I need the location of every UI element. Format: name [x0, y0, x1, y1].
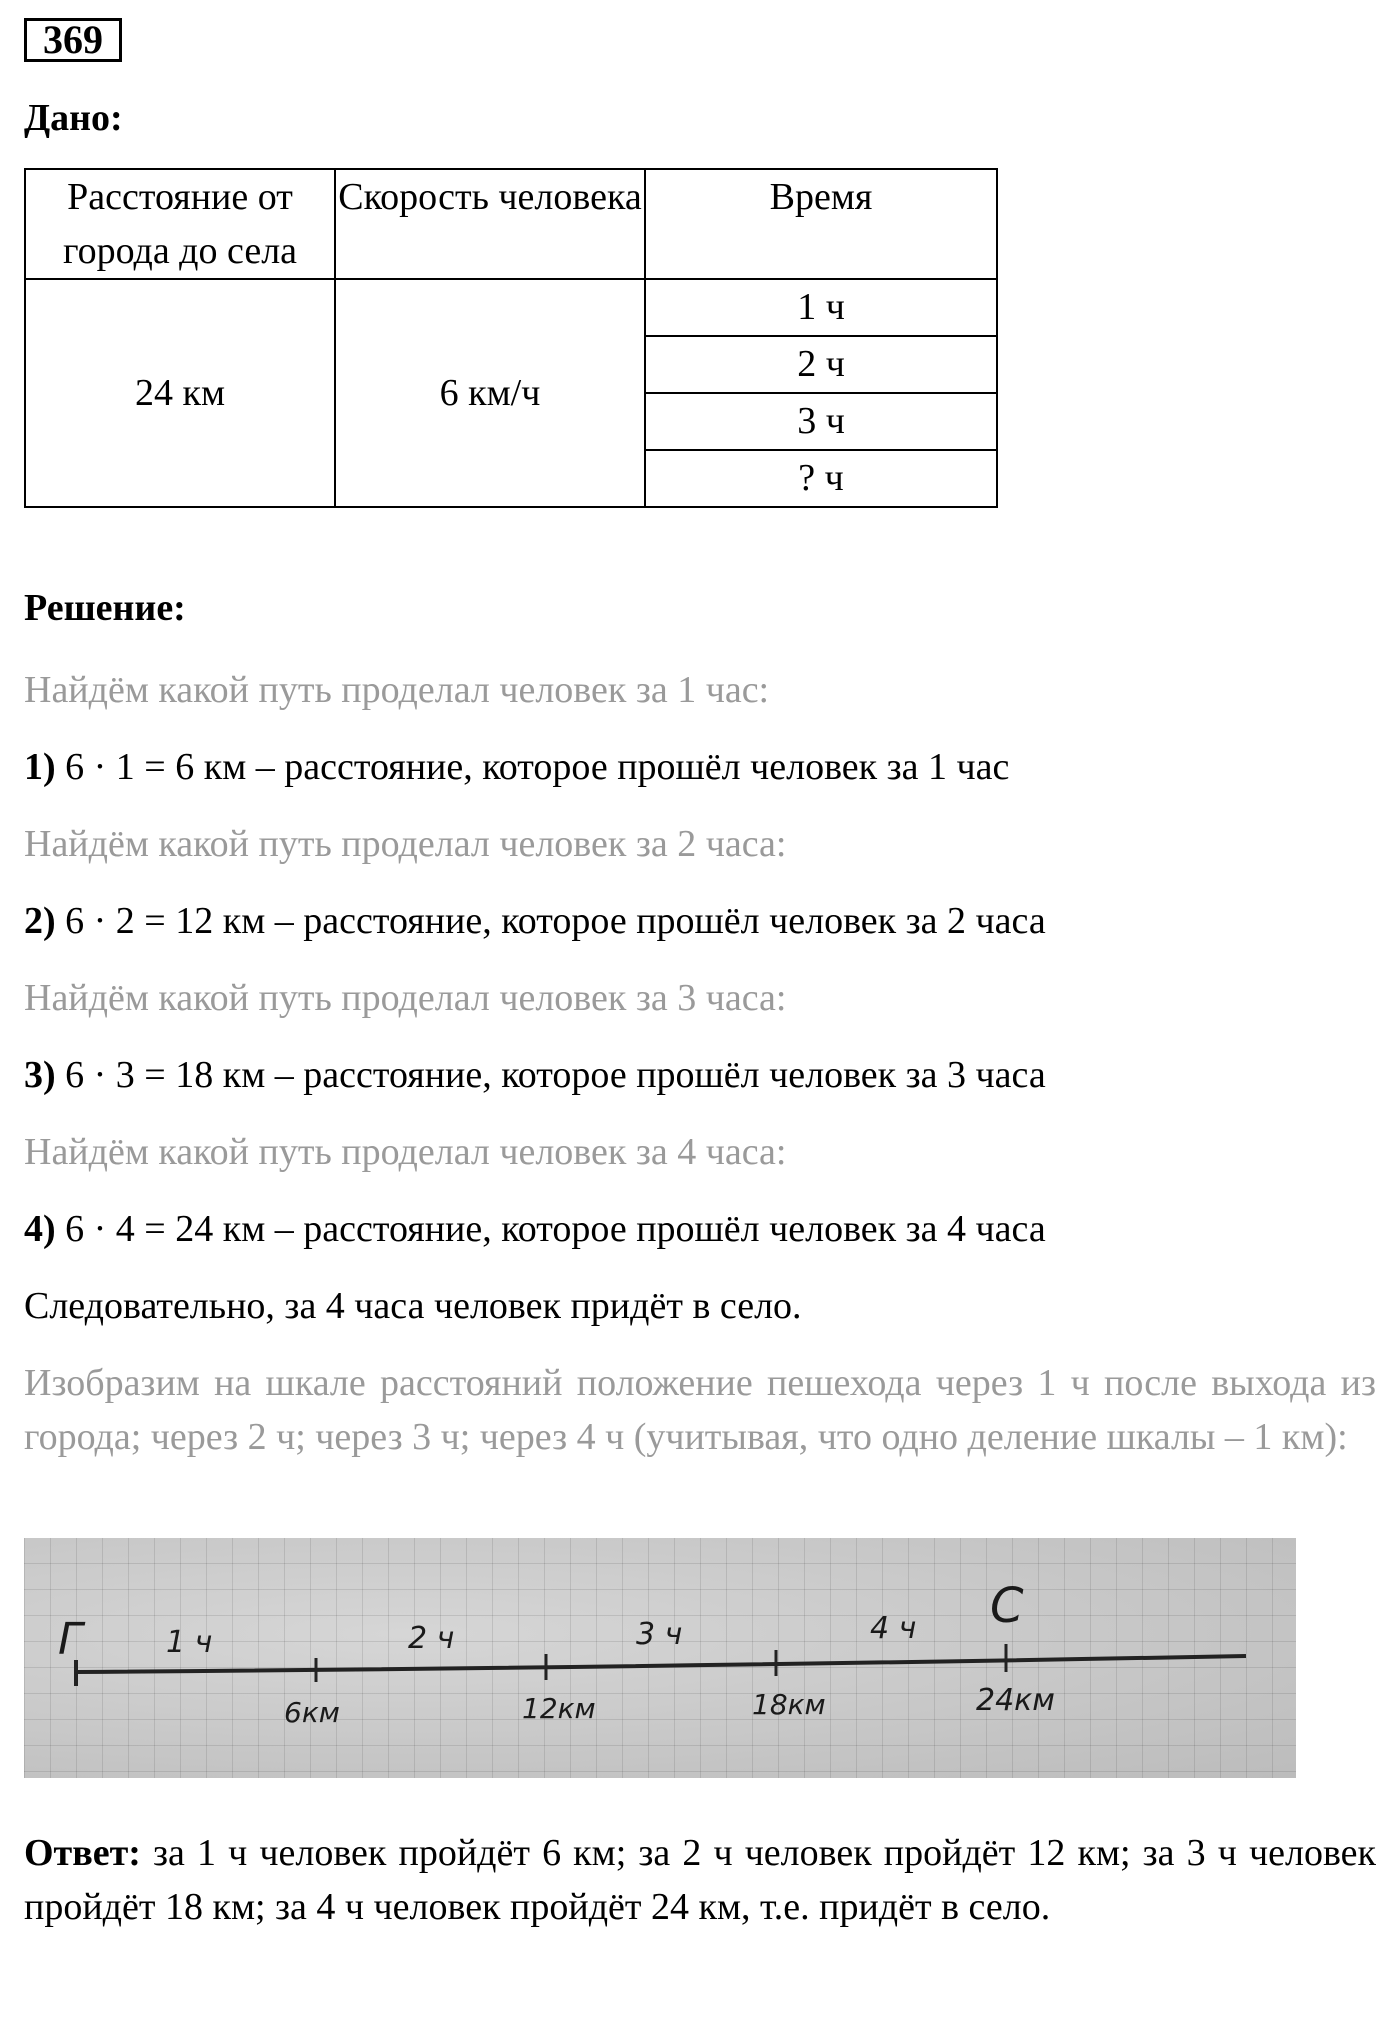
scale-line — [76, 1656, 1246, 1672]
solution-heading: Решение: — [24, 587, 186, 629]
km-label: 24км — [976, 1683, 1055, 1718]
time-cell: 3 ч — [645, 393, 997, 450]
step-line — [24, 1049, 1376, 1101]
scale-photo — [24, 1538, 1296, 1778]
hour-label: 2 ч — [408, 1621, 455, 1656]
time-cell: 2 ч — [645, 336, 997, 393]
hour-label: 1 ч — [166, 1625, 213, 1660]
answer-label: Ответ: — [24, 1832, 141, 1874]
col-header-distance: Расстояние от города до села — [25, 169, 335, 279]
col-header-time: Время — [645, 169, 997, 279]
step-line — [24, 895, 1376, 947]
given-table — [24, 168, 998, 508]
step-text: 6 · 2 = 12 км – расстояние, которое прошёл человек за 2 часа — [55, 900, 1046, 942]
step-hint: Найдём какой путь проделал человек за 4 часа: — [24, 1131, 787, 1173]
step-hint: Найдём какой путь проделал человек за 2 часа: — [24, 823, 787, 865]
step-text: 6 · 1 = 6 км – расстояние, которое прошёл человек за 1 час — [55, 746, 1010, 788]
hour-label: 3 ч — [636, 1617, 683, 1652]
km-label: 6км — [284, 1696, 340, 1729]
hour-label: 4 ч — [870, 1611, 917, 1646]
answer — [24, 1826, 1376, 1934]
km-label: 18км — [752, 1688, 826, 1721]
col-header-speed: Скорость человека — [335, 169, 645, 279]
scale-drawing — [24, 1538, 1296, 1778]
step-number: 3) — [24, 1054, 56, 1096]
conclusion: Следовательно, за 4 часа человек придёт в село. — [24, 1285, 802, 1327]
step-text: 6 · 3 = 18 км – расстояние, которое прошёл человек за 3 часа — [55, 1054, 1046, 1096]
step-number: 2) — [24, 900, 56, 942]
time-cell: 1 ч — [645, 279, 997, 336]
step-text: 6 · 4 = 24 км – расстояние, которое прошёл человек за 4 часа — [55, 1208, 1046, 1250]
end-label: С — [990, 1578, 1024, 1634]
step-number: 1) — [24, 746, 56, 788]
step-number: 4) — [24, 1208, 56, 1250]
scale-hint: Изобразим на шкале расстояний положение пешехода через 1 ч после выхода из города; через 2 ч; через 3 ч; через 4 ч (учитывая, что одно деление шкалы – 1 км): — [24, 1362, 1376, 1458]
step-hint: Найдём какой путь проделал человек за 3 часа: — [24, 977, 787, 1019]
speed-cell: 6 км/ч — [335, 279, 645, 507]
start-label: Г — [58, 1614, 83, 1665]
given-heading: Дано: — [24, 97, 123, 139]
km-label: 12км — [522, 1692, 596, 1725]
time-cell: ? ч — [645, 450, 997, 507]
step-hint: Найдём какой путь проделал человек за 1 час: — [24, 669, 770, 711]
distance-cell: 24 км — [25, 279, 335, 507]
problem-number: 369 — [24, 18, 122, 62]
step-line — [24, 741, 1376, 793]
step-line — [24, 1203, 1376, 1255]
answer-text: за 1 ч человек пройдёт 6 км; за 2 ч человек пройдёт 12 км; за 3 ч человек пройдёт 18 км; за 4 ч человек пройдёт 24 км, т.е. придёт в село. — [24, 1832, 1376, 1928]
